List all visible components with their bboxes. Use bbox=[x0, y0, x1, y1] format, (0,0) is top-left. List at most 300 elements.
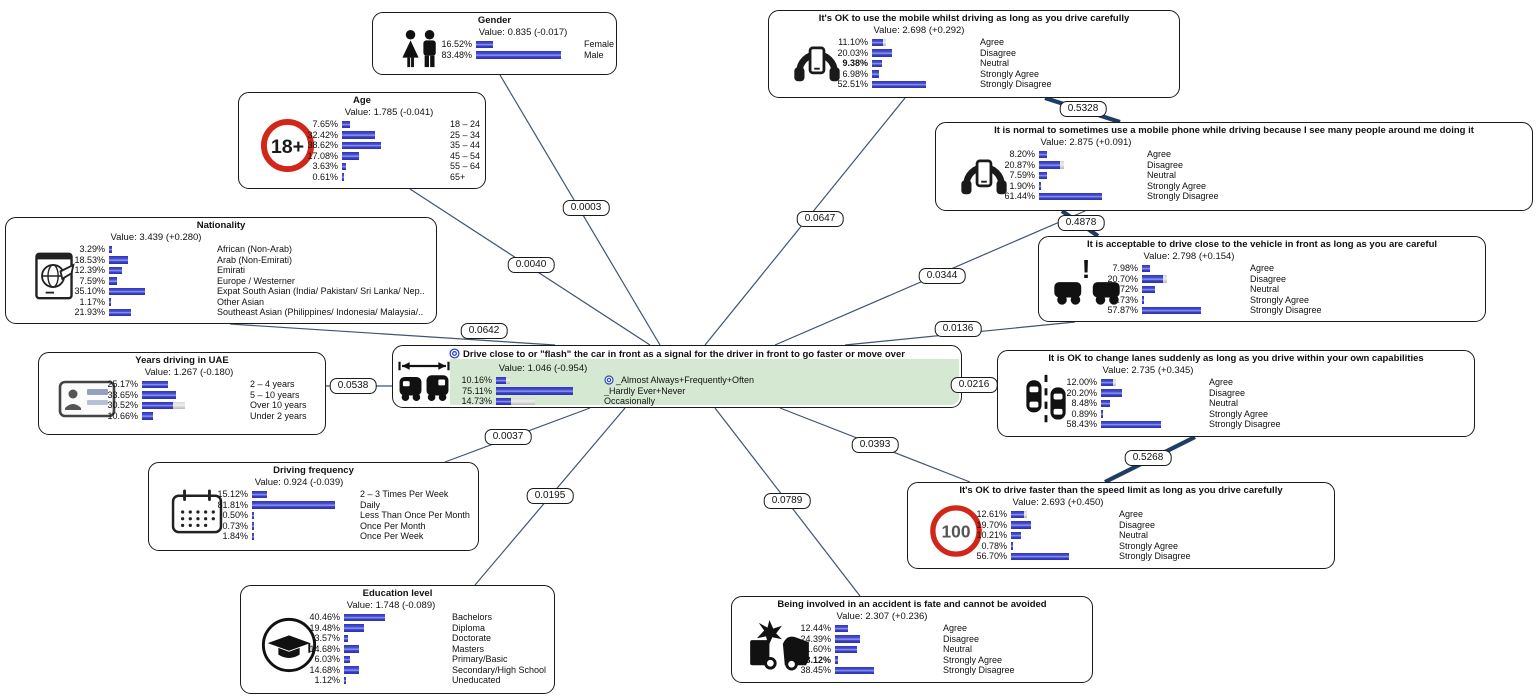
probability-bar-track bbox=[1142, 296, 1248, 304]
state-row[interactable] bbox=[769, 37, 1179, 48]
state-row[interactable] bbox=[39, 400, 325, 411]
state-label-text: Strongly Agree bbox=[1147, 180, 1207, 191]
state-probability: 9.38% bbox=[842, 58, 868, 68]
state-label-text: Strongly Agree bbox=[980, 68, 1040, 79]
state-row[interactable] bbox=[239, 161, 485, 172]
probability-bar bbox=[496, 387, 573, 395]
probability-bar bbox=[835, 625, 848, 633]
edge-weight-label[interactable]: 0.0642 bbox=[461, 323, 508, 339]
probability-bar-track bbox=[496, 387, 602, 395]
state-probability: 10.16% bbox=[461, 375, 492, 385]
state-label-text: Agree bbox=[943, 623, 968, 633]
state-row[interactable] bbox=[149, 521, 478, 532]
state-label-text: Occasionally bbox=[604, 396, 656, 406]
state-row[interactable] bbox=[769, 48, 1179, 59]
probability-bar bbox=[142, 412, 153, 420]
state-label bbox=[1207, 409, 1474, 420]
probability-bar-track bbox=[496, 377, 602, 385]
probability-bar bbox=[872, 39, 883, 47]
probability-bar-track bbox=[344, 624, 450, 632]
state-row[interactable] bbox=[998, 419, 1474, 430]
node-driving-frequency[interactable] bbox=[148, 462, 479, 551]
state-rows bbox=[239, 119, 485, 182]
node-target[interactable] bbox=[392, 345, 962, 408]
state-row[interactable] bbox=[998, 409, 1474, 420]
probability-bar-track bbox=[342, 142, 448, 150]
node-value: Value: 2.307 (+0.236) bbox=[836, 611, 928, 622]
state-label-text: 35 – 44 bbox=[450, 140, 481, 150]
state-label-text: 2 – 4 years bbox=[250, 379, 295, 389]
state-rows bbox=[241, 612, 554, 686]
state-row[interactable] bbox=[39, 411, 325, 422]
state-row[interactable] bbox=[239, 119, 485, 130]
edge-weight-label[interactable]: 0.0136 bbox=[935, 321, 982, 337]
state-row[interactable] bbox=[241, 644, 554, 655]
node-title-text: Drive close to or "flash" the car in front as a signal for the driver in front to go faster or move over bbox=[463, 349, 905, 360]
probability-bar-track bbox=[342, 173, 448, 181]
state-label bbox=[450, 665, 554, 676]
state-row[interactable] bbox=[936, 181, 1532, 192]
state-rows bbox=[149, 489, 478, 542]
probability-bar-track bbox=[1142, 286, 1248, 294]
state-probability: 0.73% bbox=[1112, 294, 1138, 305]
probability-bar bbox=[344, 666, 359, 674]
probability-bar bbox=[1142, 265, 1150, 273]
node-title bbox=[1039, 237, 1485, 251]
probability-bar bbox=[835, 635, 860, 643]
node-value: Value: 1.267 (-0.180) bbox=[144, 367, 234, 378]
state-label-text: 55 – 64 bbox=[450, 161, 481, 171]
edge-weight-label[interactable]: 0.5268 bbox=[1125, 450, 1172, 466]
state-label-text: Southeast Asian (Philippines/ Indonesia/ Malaysia/.. bbox=[217, 307, 424, 317]
edge-weight-label[interactable]: 0.4878 bbox=[1058, 215, 1105, 231]
probability-bar bbox=[476, 51, 561, 59]
state-probability: 30.52% bbox=[107, 400, 138, 410]
probability-bar-track bbox=[344, 666, 450, 674]
state-row[interactable] bbox=[908, 530, 1334, 541]
state-rows bbox=[936, 149, 1532, 202]
state-row[interactable] bbox=[6, 244, 436, 255]
state-label bbox=[248, 411, 325, 422]
state-probability: 7.65% bbox=[312, 119, 338, 129]
state-label-text: 45 – 54 bbox=[450, 150, 481, 161]
state-row[interactable] bbox=[998, 398, 1474, 409]
state-row[interactable] bbox=[6, 265, 436, 276]
probability-bar-track bbox=[142, 402, 248, 410]
state-probability: 8.20% bbox=[1009, 149, 1035, 159]
state-label-text: Neutral bbox=[943, 644, 973, 654]
target-state-icon bbox=[604, 375, 614, 386]
state-label-text: 2 – 3 Times Per Week bbox=[360, 489, 449, 499]
state-label bbox=[1117, 551, 1334, 562]
probability-bar bbox=[1101, 389, 1122, 397]
state-label-text: Agree bbox=[1147, 149, 1172, 159]
state-row[interactable] bbox=[908, 509, 1334, 520]
state-label-text: Agree bbox=[1119, 509, 1144, 519]
probability-bar-track bbox=[1101, 421, 1207, 429]
state-label bbox=[448, 119, 485, 130]
state-probability: 0.61% bbox=[312, 171, 338, 182]
state-label bbox=[448, 161, 485, 172]
probability-bar-track bbox=[1011, 532, 1117, 540]
state-probability: 14.73% bbox=[461, 396, 492, 406]
state-row[interactable] bbox=[998, 377, 1474, 388]
probability-bar-track bbox=[1101, 400, 1207, 408]
state-row[interactable] bbox=[39, 390, 325, 401]
state-label bbox=[450, 675, 554, 686]
probability-bar bbox=[872, 60, 882, 68]
state-label bbox=[1145, 170, 1532, 181]
probability-bar-track bbox=[109, 246, 215, 254]
node-title bbox=[239, 93, 485, 107]
state-probability: 0.50% bbox=[222, 510, 248, 520]
state-row[interactable] bbox=[241, 654, 554, 665]
state-probability: 19.48% bbox=[309, 622, 340, 633]
node-title bbox=[732, 597, 1092, 611]
state-probability: 25.17% bbox=[107, 379, 138, 389]
probability-bar bbox=[109, 309, 131, 317]
probability-bar bbox=[1011, 553, 1069, 561]
probability-bar-track bbox=[1142, 265, 1248, 273]
state-probability: 3.12% bbox=[805, 654, 831, 665]
probability-bar-track bbox=[142, 391, 248, 399]
probability-bar bbox=[109, 256, 128, 264]
state-label-text: Secondary/High School bbox=[452, 664, 547, 675]
state-row[interactable] bbox=[769, 58, 1179, 69]
state-label bbox=[1207, 419, 1474, 430]
probability-bar-track bbox=[835, 656, 941, 664]
state-label-text: Europe / Westerner bbox=[217, 275, 295, 286]
state-rows bbox=[373, 39, 616, 60]
state-probability: 14.68% bbox=[309, 643, 340, 654]
state-probability: 81.81% bbox=[217, 499, 248, 510]
node-title-text: Being involved in an accident is fate and cannot be avoided bbox=[777, 599, 1047, 610]
node-title bbox=[998, 351, 1474, 365]
state-row[interactable] bbox=[239, 151, 485, 162]
state-row[interactable] bbox=[241, 612, 554, 623]
probability-bar-track bbox=[835, 646, 941, 654]
node-accident-fate[interactable] bbox=[731, 596, 1093, 683]
state-probability: 8.48% bbox=[1071, 398, 1097, 408]
edge-weight-label[interactable]: 0.0393 bbox=[852, 437, 899, 453]
node-value: Value: 2.735 (+0.345) bbox=[1102, 365, 1194, 376]
state-label-text: Daily bbox=[360, 499, 381, 510]
state-row[interactable] bbox=[373, 50, 616, 61]
node-title-text: Years driving in UAE bbox=[135, 355, 229, 366]
probability-bar bbox=[252, 501, 335, 509]
state-rows bbox=[39, 379, 325, 421]
probability-bar bbox=[1101, 400, 1110, 408]
state-label bbox=[1248, 305, 1485, 316]
probability-bar bbox=[344, 645, 359, 653]
state-probability: 10.66% bbox=[107, 410, 138, 421]
node-mobile-normal[interactable] bbox=[935, 122, 1533, 211]
probability-bar bbox=[1142, 296, 1144, 304]
state-row[interactable] bbox=[1039, 263, 1485, 274]
state-row[interactable] bbox=[239, 172, 485, 183]
state-label bbox=[448, 151, 485, 162]
state-probability: 57.87% bbox=[1107, 305, 1138, 315]
node-title-text: It's OK to drive faster than the speed limit as long as you drive carefully bbox=[959, 485, 1283, 496]
state-probability: 15.12% bbox=[217, 489, 248, 499]
state-rows bbox=[769, 37, 1179, 90]
state-label bbox=[215, 276, 436, 287]
state-rows bbox=[393, 375, 961, 407]
probability-bar-track bbox=[252, 512, 358, 520]
state-label-text: Disagree bbox=[1250, 273, 1287, 284]
state-row[interactable] bbox=[1039, 305, 1485, 316]
state-label bbox=[1145, 191, 1532, 202]
state-row[interactable] bbox=[6, 297, 436, 308]
state-label bbox=[1207, 398, 1474, 409]
node-education-level[interactable] bbox=[240, 585, 555, 694]
probability-bar bbox=[1039, 161, 1060, 169]
state-label bbox=[215, 307, 436, 318]
probability-bar-track bbox=[1011, 542, 1117, 550]
edge-weight-label[interactable]: 0.0538 bbox=[330, 378, 377, 394]
state-row[interactable] bbox=[241, 623, 554, 634]
state-row[interactable] bbox=[6, 276, 436, 287]
state-rows bbox=[998, 377, 1474, 430]
probability-bar bbox=[1039, 172, 1047, 180]
edge-weight-label[interactable]: 0.0195 bbox=[527, 488, 574, 504]
probability-bar bbox=[344, 635, 348, 643]
node-value: Value: 1.785 (-0.041) bbox=[344, 107, 434, 118]
state-label-text: Strongly Disagree bbox=[943, 665, 1015, 675]
state-label-text: 18 – 24 bbox=[450, 119, 481, 129]
node-title-text: Nationality bbox=[196, 220, 246, 231]
state-row[interactable] bbox=[239, 130, 485, 141]
node-gender[interactable] bbox=[372, 12, 617, 75]
state-label-text: 25 – 34 bbox=[450, 129, 481, 140]
state-label-text: Agree bbox=[980, 37, 1005, 47]
state-probability: 20.70% bbox=[1107, 273, 1138, 284]
state-label bbox=[450, 612, 554, 623]
state-label-text: Strongly Agree bbox=[1209, 408, 1269, 419]
state-row[interactable] bbox=[936, 170, 1532, 181]
state-row[interactable] bbox=[393, 375, 961, 386]
edge-weight-label[interactable]: 0.0344 bbox=[919, 268, 966, 284]
state-row[interactable] bbox=[6, 307, 436, 318]
state-probability: 35.10% bbox=[74, 286, 105, 296]
probability-bar-track bbox=[342, 163, 448, 171]
state-probability: 20.03% bbox=[837, 47, 868, 58]
state-probability: 12.72% bbox=[1107, 284, 1138, 294]
probability-bar-track bbox=[342, 131, 448, 139]
node-age[interactable] bbox=[238, 92, 486, 189]
state-label-text: _Almost Always+Frequently+Often bbox=[616, 375, 755, 385]
state-label-text: 65+ bbox=[450, 171, 466, 182]
state-row[interactable] bbox=[241, 665, 554, 676]
state-probability: 1.12% bbox=[314, 675, 340, 685]
state-label-text: Less Than Once Per Month bbox=[360, 510, 470, 520]
state-row[interactable] bbox=[373, 39, 616, 50]
node-mobile-ok[interactable] bbox=[768, 10, 1180, 98]
state-probability: 0.78% bbox=[981, 540, 1007, 551]
state-probability: 56.70% bbox=[976, 551, 1007, 561]
edge-weight-label[interactable]: 0.0037 bbox=[485, 429, 532, 445]
probability-bar-track bbox=[109, 267, 215, 275]
state-label bbox=[1248, 295, 1485, 306]
probability-bar bbox=[835, 667, 874, 675]
state-rows bbox=[908, 509, 1334, 562]
state-row[interactable] bbox=[1039, 295, 1485, 306]
state-row[interactable] bbox=[732, 655, 1092, 666]
state-label-text: Diploma bbox=[452, 622, 486, 633]
state-probability: 3.29% bbox=[79, 244, 105, 254]
state-label bbox=[1207, 377, 1474, 388]
state-row[interactable] bbox=[936, 191, 1532, 202]
edge-weight-label[interactable]: 0.5328 bbox=[1060, 101, 1107, 117]
node-value: Value: 2.698 (+0.292) bbox=[873, 25, 965, 36]
probability-bar bbox=[1011, 511, 1024, 519]
probability-bar-track bbox=[835, 625, 941, 633]
probability-bar bbox=[109, 298, 111, 306]
state-row[interactable] bbox=[769, 79, 1179, 90]
state-label-text: African (Non-Arab) bbox=[217, 244, 293, 254]
probability-bar bbox=[344, 656, 350, 664]
probability-bar-track bbox=[252, 491, 358, 499]
state-row[interactable] bbox=[732, 665, 1092, 676]
probability-bar-track bbox=[476, 51, 582, 59]
probability-bar-track bbox=[142, 381, 248, 389]
state-label-text: Disagree bbox=[1119, 519, 1156, 530]
state-label bbox=[358, 510, 478, 521]
probability-bar bbox=[1101, 410, 1103, 418]
state-row[interactable] bbox=[6, 286, 436, 297]
state-row[interactable] bbox=[239, 140, 485, 151]
state-label bbox=[941, 655, 1092, 666]
node-change-lanes-ok[interactable] bbox=[997, 350, 1475, 437]
state-label-text: Bachelors bbox=[452, 612, 493, 622]
node-years-driving-in-uae[interactable] bbox=[38, 352, 326, 435]
probability-bar bbox=[342, 121, 350, 129]
node-drive-close-ok[interactable] bbox=[1038, 236, 1486, 322]
state-row[interactable] bbox=[908, 520, 1334, 531]
state-row[interactable] bbox=[393, 386, 961, 397]
state-row[interactable] bbox=[241, 633, 554, 644]
state-probability: 38.45% bbox=[800, 665, 831, 675]
probability-bar bbox=[109, 277, 117, 285]
node-title bbox=[6, 218, 436, 232]
state-probability: 24.39% bbox=[800, 633, 831, 644]
probability-bar bbox=[1039, 182, 1041, 190]
state-row[interactable] bbox=[769, 69, 1179, 80]
edge-weight-label[interactable]: 0.0040 bbox=[508, 257, 555, 273]
node-value: Value: 2.798 (+0.154) bbox=[1143, 251, 1235, 262]
node-title-text: Driving frequency bbox=[273, 465, 354, 476]
probability-bar bbox=[1101, 421, 1161, 429]
state-row[interactable] bbox=[149, 531, 478, 542]
state-label bbox=[358, 521, 478, 532]
state-row[interactable] bbox=[6, 255, 436, 266]
edge-weight-label[interactable]: 0.0647 bbox=[797, 211, 844, 227]
state-label bbox=[215, 255, 436, 266]
state-probability: 20.20% bbox=[1066, 387, 1097, 398]
state-probability: 12.39% bbox=[74, 265, 105, 275]
state-probability: 75.11% bbox=[462, 385, 492, 396]
state-row[interactable] bbox=[998, 388, 1474, 399]
state-row[interactable] bbox=[732, 644, 1092, 655]
state-row[interactable] bbox=[936, 160, 1532, 171]
state-row[interactable] bbox=[149, 510, 478, 521]
state-probability: 12.00% bbox=[1066, 377, 1097, 387]
probability-bar bbox=[344, 614, 385, 622]
state-label-text: Strongly Agree bbox=[1119, 540, 1179, 551]
probability-bar-track bbox=[344, 645, 450, 653]
state-label-text: Neutral bbox=[1119, 530, 1149, 540]
state-probability: 14.68% bbox=[309, 664, 340, 675]
probability-bar-track bbox=[252, 501, 358, 509]
probability-bar-track bbox=[109, 277, 215, 285]
probability-bar bbox=[344, 624, 364, 632]
probability-bar bbox=[109, 288, 145, 296]
state-label-text: Strongly Disagree bbox=[1147, 191, 1219, 201]
probability-bar bbox=[1142, 307, 1201, 315]
state-row[interactable] bbox=[393, 396, 961, 407]
probability-bar-track bbox=[1142, 275, 1248, 283]
state-row[interactable] bbox=[149, 500, 478, 511]
state-row[interactable] bbox=[908, 551, 1334, 562]
probability-bar-track bbox=[109, 309, 215, 317]
state-probability: 32.42% bbox=[307, 129, 338, 140]
state-label bbox=[941, 644, 1092, 655]
state-label bbox=[448, 172, 485, 183]
state-probability: 7.98% bbox=[1112, 263, 1138, 273]
state-row[interactable] bbox=[241, 675, 554, 686]
probability-bar bbox=[872, 49, 892, 57]
state-probability: 21.93% bbox=[74, 307, 105, 317]
probability-bar bbox=[142, 391, 176, 399]
node-title bbox=[241, 586, 554, 600]
state-probability: 52.51% bbox=[837, 79, 868, 89]
edge-weight-label[interactable]: 0.0216 bbox=[951, 377, 998, 393]
probability-bar-track bbox=[1011, 521, 1117, 529]
node-title-text: Age bbox=[353, 95, 371, 106]
state-row[interactable] bbox=[732, 623, 1092, 634]
state-label bbox=[1248, 263, 1485, 274]
edge-weight-label[interactable]: 0.0003 bbox=[563, 200, 610, 216]
node-nationality[interactable] bbox=[5, 217, 437, 324]
state-row[interactable] bbox=[1039, 274, 1485, 285]
state-row[interactable] bbox=[1039, 284, 1485, 295]
state-label bbox=[448, 130, 485, 141]
state-label bbox=[215, 297, 436, 308]
state-label-text: Once Per Month bbox=[360, 520, 426, 531]
state-label-text: Agree bbox=[1209, 377, 1234, 387]
node-speed-ok[interactable] bbox=[907, 482, 1335, 569]
state-label bbox=[582, 39, 616, 50]
state-label bbox=[358, 531, 478, 542]
state-probability: 3.57% bbox=[314, 633, 340, 643]
state-label bbox=[602, 375, 961, 386]
state-row[interactable] bbox=[732, 634, 1092, 645]
probability-bar-track bbox=[1011, 511, 1117, 519]
state-row[interactable] bbox=[908, 541, 1334, 552]
state-probability: 12.44% bbox=[800, 623, 831, 633]
state-label bbox=[1248, 274, 1485, 285]
state-label bbox=[248, 379, 325, 390]
state-probability: 1.17% bbox=[79, 296, 105, 307]
state-row[interactable] bbox=[149, 489, 478, 500]
probability-bar-track bbox=[109, 288, 215, 296]
node-title bbox=[393, 346, 961, 363]
edge-weight-label[interactable]: 0.0789 bbox=[764, 493, 811, 509]
probability-bar bbox=[342, 142, 381, 150]
state-row[interactable] bbox=[39, 379, 325, 390]
state-label bbox=[1117, 520, 1334, 531]
state-row[interactable] bbox=[936, 149, 1532, 160]
